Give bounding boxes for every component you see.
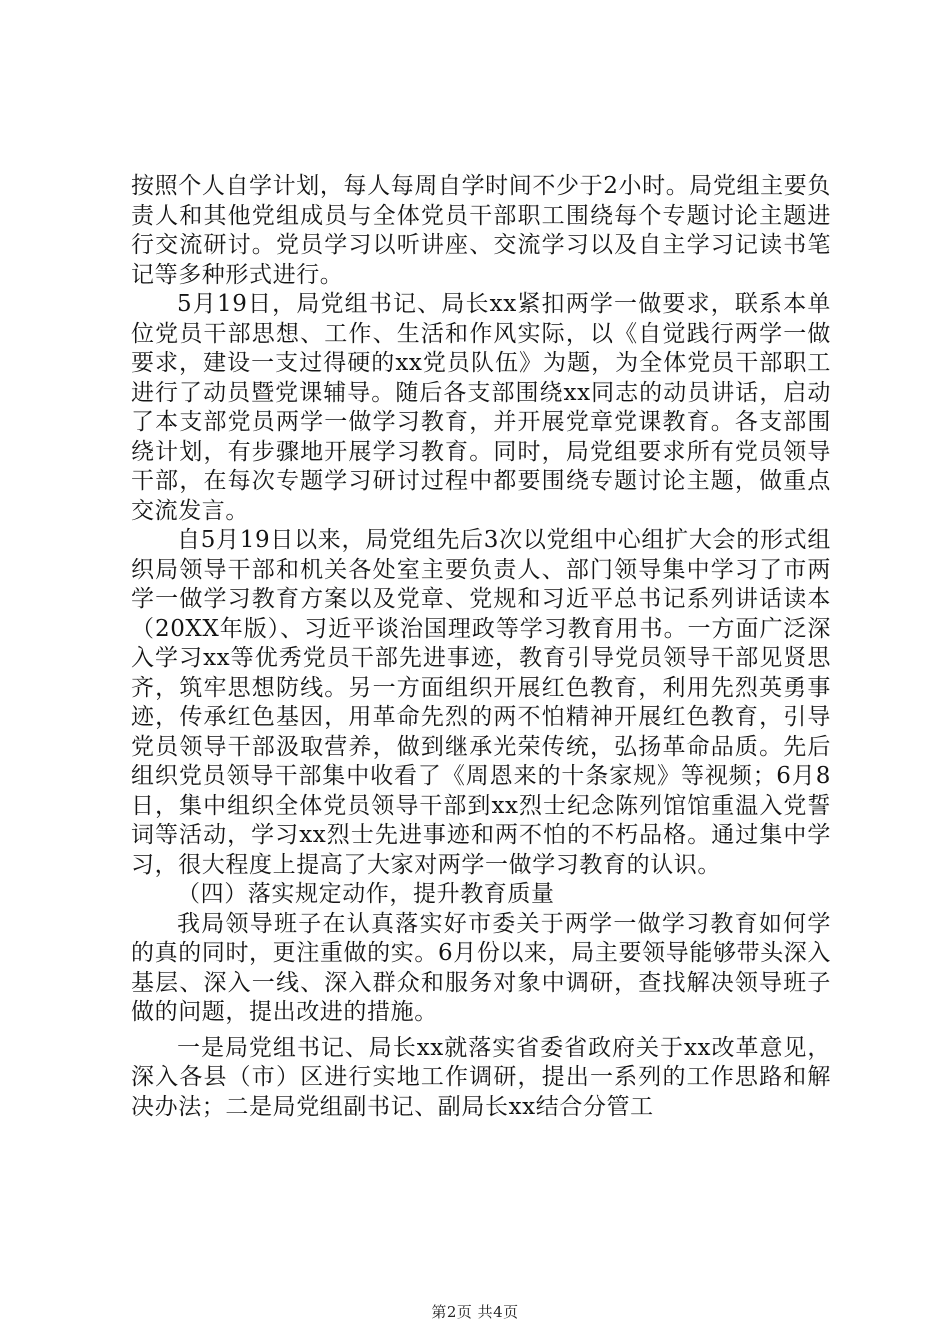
document-body: [131, 172, 831, 1122]
paragraph-self-study: 按照个人自学计划，每人每周自学时间不少于2小时。局党组主要负责人和其他党组成员与全体党员干部职工围绕每个专题讨论主题进行交流研讨。党员学习以听讲座、交流学习以及自主学习记读书笔记等多种形式进行。: [131, 173, 831, 288]
paragraph-centralized-study: 自5月19日以来，局党组先后3次以党组中心组扩大会的形式组织局领导干部和机关各处室主要负责人、部门领导集中学习了市两学一做学习教育方案以及党章、党规和习近平总书记系列讲话读本（20XX年版）、习近平谈治国理政等学习教育用书。一方面广泛深入学习xx等优秀党员干部先进事迹，教育引导党员领导干部见贤思齐，筑牢思想防线。另一方面组织开展红色教育，利用先烈英勇事迹，传承红色基因，用革命先烈的两不怕精神开展红色教育，引导党员领导干部汲取营养，做到继承光荣传统，弘扬革命品质。先后组织党员领导干部集中收看了《周恩来的十条家规》等视频；6月8日，集中组织全体党员领导干部到xx烈士纪念陈列馆馆重温入党誓词等活动，学习xx烈士先进事迹和两不怕的不朽品格。通过集中学习，很大程度上提高了大家对两学一做学习教育的认识。: [131, 527, 831, 878]
paragraph-leadership-practice: 我局领导班子在认真落实好市委关于两学一做学习教育如何学的真的同时，更注重做的实。6月份以来，局主要领导能够带头深入基层、深入一线、深入群众和服务对象中调研，查找解决领导班子做的问题，提出改进的措施。: [131, 910, 831, 1025]
section-heading-four: （四）落实规定动作，提升教育质量: [177, 881, 555, 907]
page-footer: 第2页 共4页: [431, 1303, 519, 1321]
paragraph-may-19-mobilization: 5月19日，局党组书记、局长xx紧扣两学一做要求，联系本单位党员干部思想、工作、生活和作风实际，以《自觉践行两学一做要求，建设一支过得硬的xx党员队伍》为题，为全体党员干部职工进行了动员暨党课辅导。随后各支部围绕xx同志的动员讲话，启动了本支部党员两学一做学习教育，并开展党章党课教育。各支部围绕计划，有步骤地开展学习教育。同时，局党组要求所有党员领导干部，在每次专题学习研讨过程中都要围绕专题讨论主题，做重点交流发言。: [131, 291, 831, 524]
paragraph-field-research: 一是局党组书记、局长xx就落实省委省政府关于xx改革意见，深入各县（市）区进行实地工作调研，提出一系列的工作思路和解决办法；二是局党组副书记、副局长xx结合分管工: [131, 1034, 831, 1120]
